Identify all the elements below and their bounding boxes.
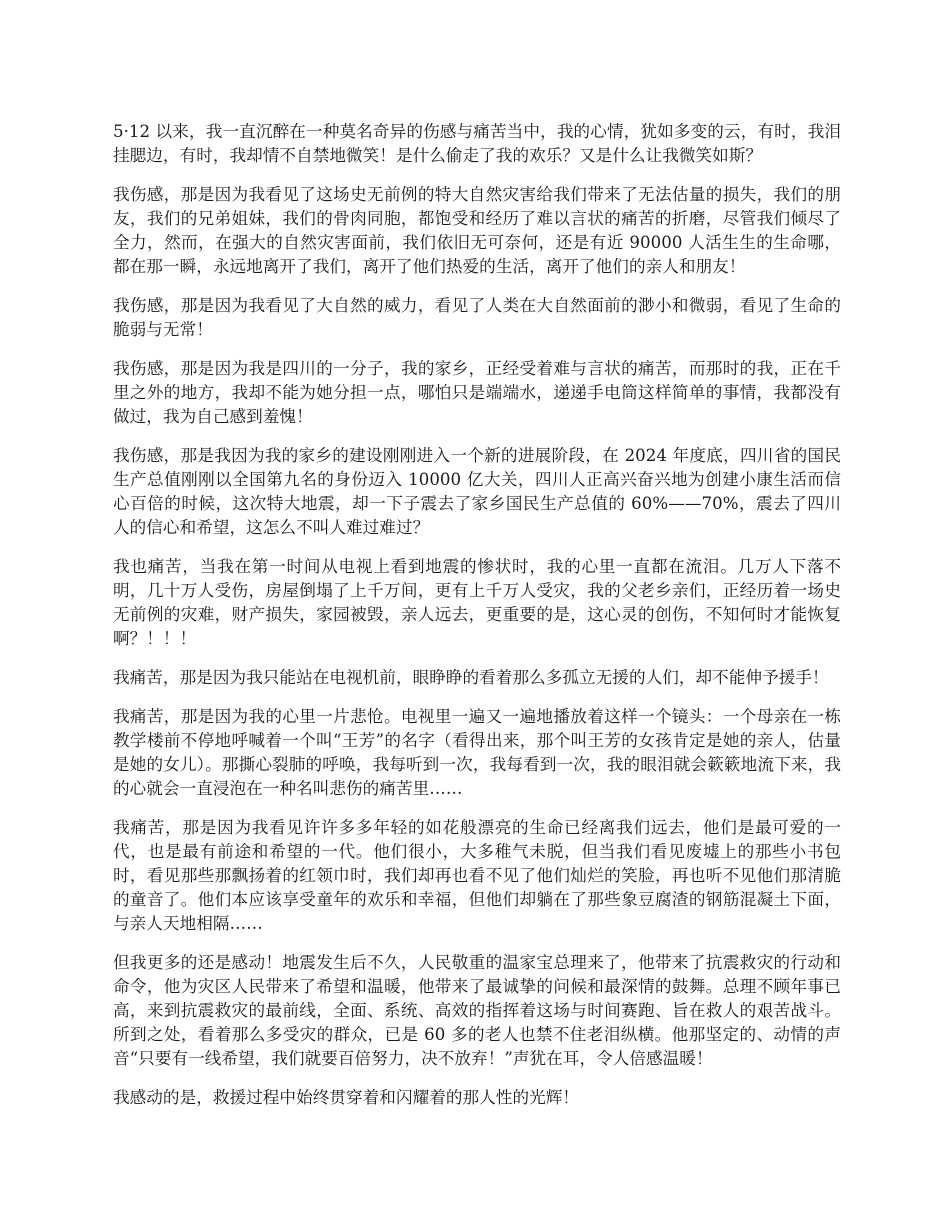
- paragraph-4: 我伤感，那是因为我是四川的一分子，我的家乡，正经受着难与言状的痛苦，而那时的我，正在千里之外的地方，我却不能为她分担一点，哪怕只是端端水，递递手电筒这样简单的事情，我都没有做过，我为自己感到羞愧！: [113, 359, 841, 426]
- paragraph-6: 我也痛苦，当我在第一时间从电视上看到地震的惨状时，我的心里一直都在流泪。几万人下落不明，几十万人受伤，房屋倒塌了上千万间，更有上千万人受灾，我的父老乡亲们，正经历着一场史无前例的灾难，财产损失，家园被毁，亲人远去，更重要的是，这心灵的创伤，不知何时才能恢复啊？！！！: [113, 557, 841, 648]
- paragraph-9: 我痛苦，那是因为我看见许许多多年轻的如花般漂亮的生命已经离我们远去，他们是最可爱的一代，也是最有前途和希望的一代。他们很小，大多稚气未脱，但当我们看见废墟上的那些小书包时，看见那些那飘扬着的红领巾时，我们却再也看不见了他们灿烂的笑脸，再也听不见他们那清脆的童音了。他们本应该享受童年的欢乐和幸福，但他们却躺在了那些象豆腐渣的钢筋混凝土下面，与亲人天地相隔……: [113, 818, 841, 933]
- paragraph-7: 我痛苦，那是因为我只能站在电视机前，眼睁睁的看着那么多孤立无援的人们，却不能伸予援手！: [113, 668, 829, 687]
- paragraph-5: 我伤感，那是我因为我的家乡的建设刚刚进入一个新的进展阶段，在 2024 年度底，四川省的国民生产总值刚刚以全国第九名的身份迈入 10000 亿大关，四川人正高兴奋兴地为创建小康生活而信心百倍的时候，这次特大地震，却一下子震去了家乡国民生产总值的 60%——70%，震去了四川人的信心和希望，这怎么不叫人难过难过？: [113, 446, 841, 537]
- paragraph-8: 我痛苦，那是因为我的心里一片悲怆。电视里一遍又一遍地播放着这样一个镜头：一个母亲在一栋教学楼前不停地呼喊着一个叫“王芳”的名字（看得出来，那个叫王芳的女孩肯定是她的亲人，估量是她的女儿）。那撕心裂肺的呼唤，我每听到一次，我每看到一次，我的眼泪就会簌簌地流下来，我的心就会一直浸泡在一种名叫悲伤的痛苦里……: [113, 707, 841, 798]
- paragraph-10: 但我更多的还是感动！地震发生后不久，人民敬重的温家宝总理来了，他带来了抗震救灾的行动和命令，他为灾区人民带来了希望和温暖，他带来了最诚挚的问候和最深情的鼓舞。总理不顾年事已高，来到抗震救灾的最前线，全面、系统、高效的指挥着这场与时间赛跑、旨在救人的艰苦战斗。所到之处，看着那么多受灾的群众，已是 60 多的老人也禁不住老泪纵横。他那坚定的、动情的声音“只要有一线希望，我们就要百倍努力，决不放弃！”声犹在耳，令人倍感温暖！: [113, 953, 841, 1068]
- paragraph-3: 我伤感，那是因为我看见了大自然的威力，看见了人类在大自然面前的渺小和微弱，看见了生命的脆弱与无常！: [113, 296, 841, 339]
- document-body: [113, 120, 841, 1125]
- paragraph-1: 5·12 以来，我一直沉醉在一种莫名奇异的伤感与痛苦当中，我的心情，犹如多变的云，有时，我泪挂腮边，有时，我却情不自禁地微笑！是什么偷走了我的欢乐？又是什么让我微笑如斯？: [113, 122, 841, 165]
- paragraph-11: 我感动的是，救援过程中始终贯穿着和闪耀着的那人性的光辉！: [113, 1088, 580, 1107]
- paragraph-2: 我伤感，那是因为我看见了这场史无前例的特大自然灾害给我们带来了无法估量的损失，我们的朋友，我们的兄弟姐妹，我们的骨肉同胞，都饱受和经历了难以言状的痛苦的折磨，尽管我们倾尽了全力，然而，在强大的自然灾害面前，我们依旧无可奈何，还是有近 90000 人活生生的生命哪，都在那一瞬，永远地离开了我们，离开了他们热爱的生活，离开了他们的亲人和朋友！: [113, 185, 841, 276]
